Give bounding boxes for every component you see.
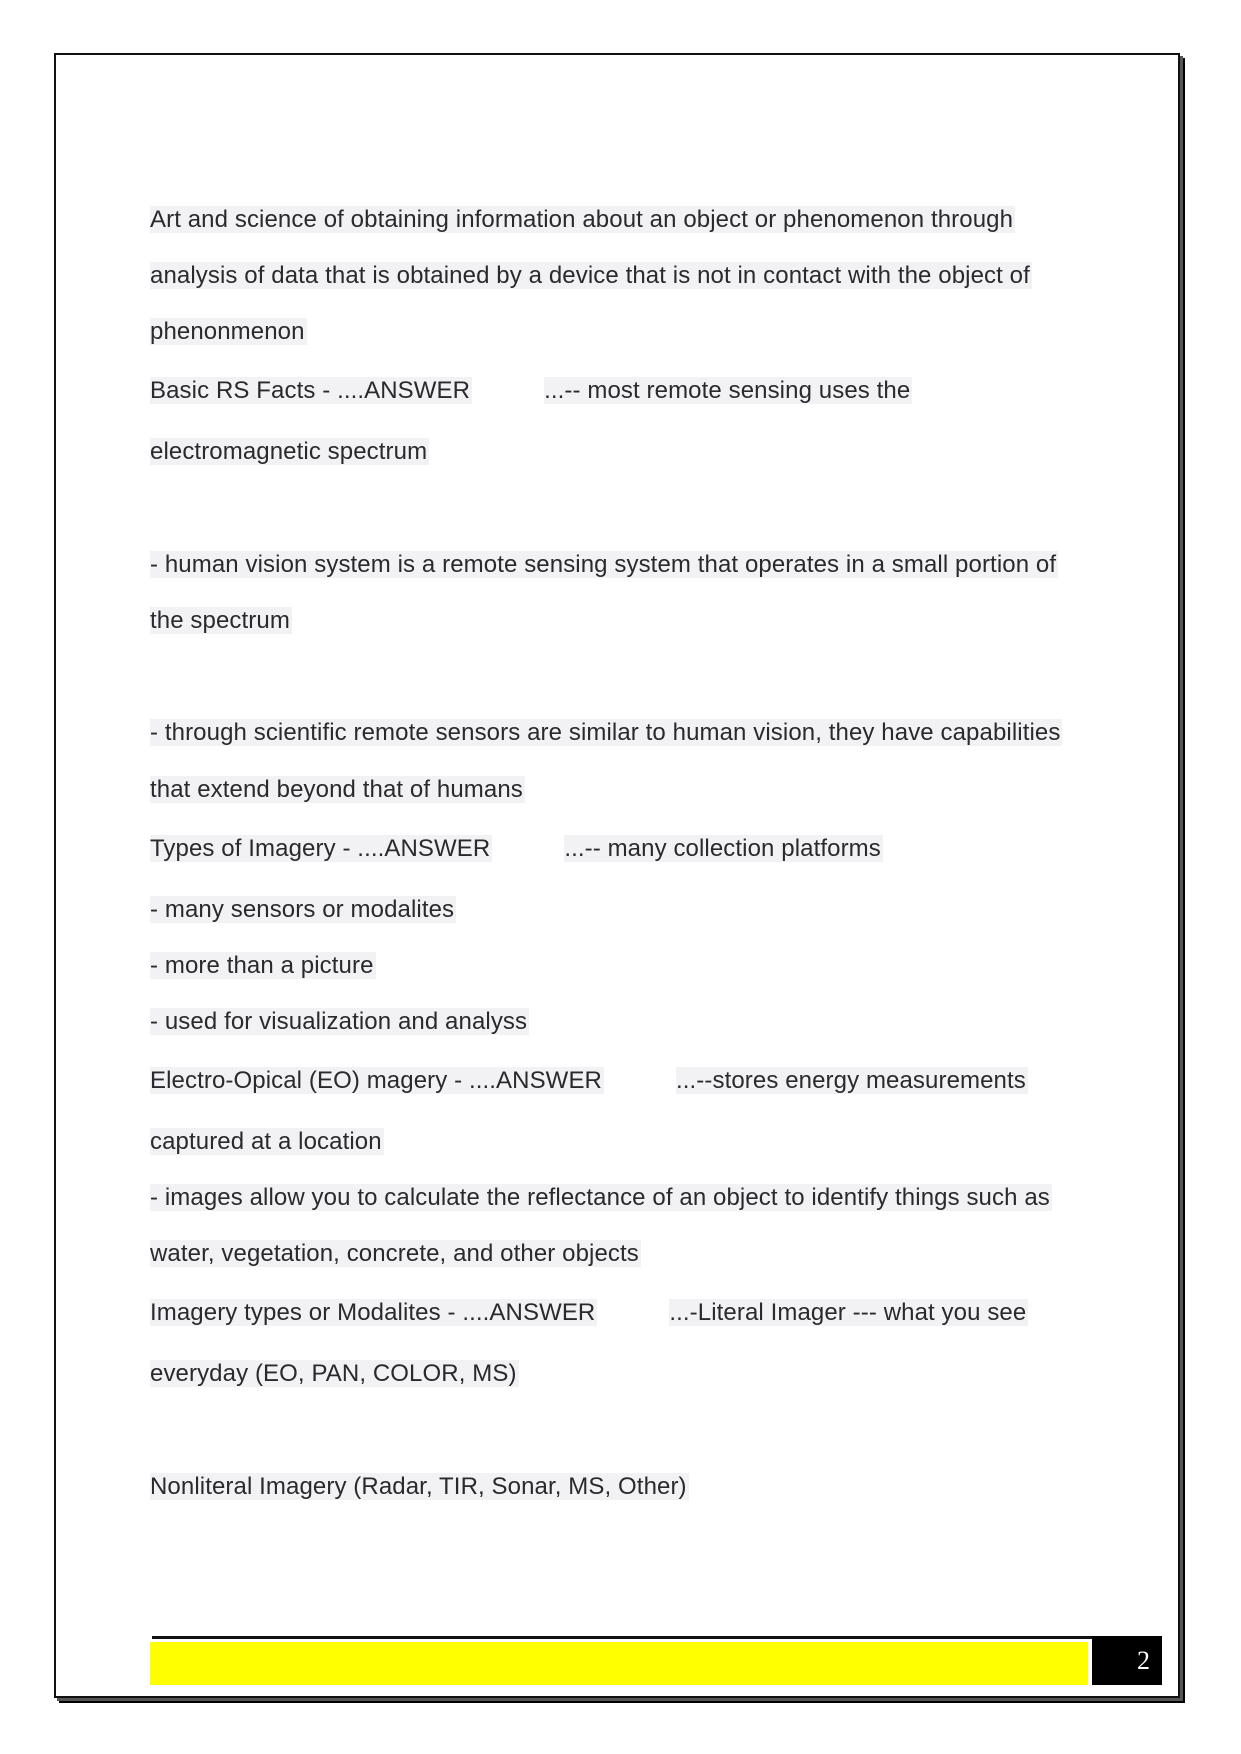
qa-line — [150, 374, 912, 408]
footer-bar — [150, 1642, 1088, 1685]
text-line: - more than a picture — [150, 952, 374, 979]
qa-line — [150, 832, 883, 866]
question-term: Imagery types or Modalites - ....ANSWER — [150, 1299, 596, 1326]
text-line: that extend beyond that of humans — [150, 776, 523, 803]
text-line: Nonliteral Imagery (Radar, TIR, Sonar, MS, Other) — [150, 1473, 687, 1500]
text-line: - images allow you to calculate the reflectance of an object to identify things such as — [150, 1184, 1050, 1211]
question-term: Basic RS Facts - ....ANSWER — [150, 377, 471, 404]
text-line: - used for visualization and analyss — [150, 1008, 528, 1035]
text-line: everyday (EO, PAN, COLOR, MS) — [150, 1360, 517, 1387]
footer-rule — [152, 1636, 1092, 1639]
page-number: 2 — [1092, 1636, 1162, 1685]
answer-text: ...-Literal Imager --- what you see — [669, 1299, 1027, 1326]
text-line: captured at a location — [150, 1128, 382, 1155]
answer-text: ...--stores energy measurements — [675, 1067, 1026, 1094]
text-line: the spectrum — [150, 607, 290, 634]
text-line: analysis of data that is obtained by a device that is not in contact with the object of — [150, 262, 1030, 289]
page-border — [54, 53, 1180, 1698]
text-line: - many sensors or modalites — [150, 896, 455, 923]
question-term: Electro-Opical (EO) magery - ....ANSWER — [150, 1067, 602, 1094]
qa-line — [150, 1296, 1028, 1330]
text-line: phenonmenon — [150, 318, 305, 345]
text-line: - human vision system is a remote sensing system that operates in a small portion of — [150, 551, 1057, 578]
answer-text: ...-- most remote sensing uses the — [544, 377, 911, 404]
text-line: water, vegetation, concrete, and other objects — [150, 1240, 639, 1267]
question-term: Types of Imagery - ....ANSWER — [150, 835, 491, 862]
text-line: - through scientific remote sensors are similar to human vision, they have capabilities — [150, 719, 1061, 746]
answer-text: ...-- many collection platforms — [564, 835, 881, 862]
text-line: electromagnetic spectrum — [150, 438, 428, 465]
qa-line — [150, 1064, 1028, 1098]
text-line: Art and science of obtaining information about an object or phenomenon through — [150, 206, 1014, 233]
